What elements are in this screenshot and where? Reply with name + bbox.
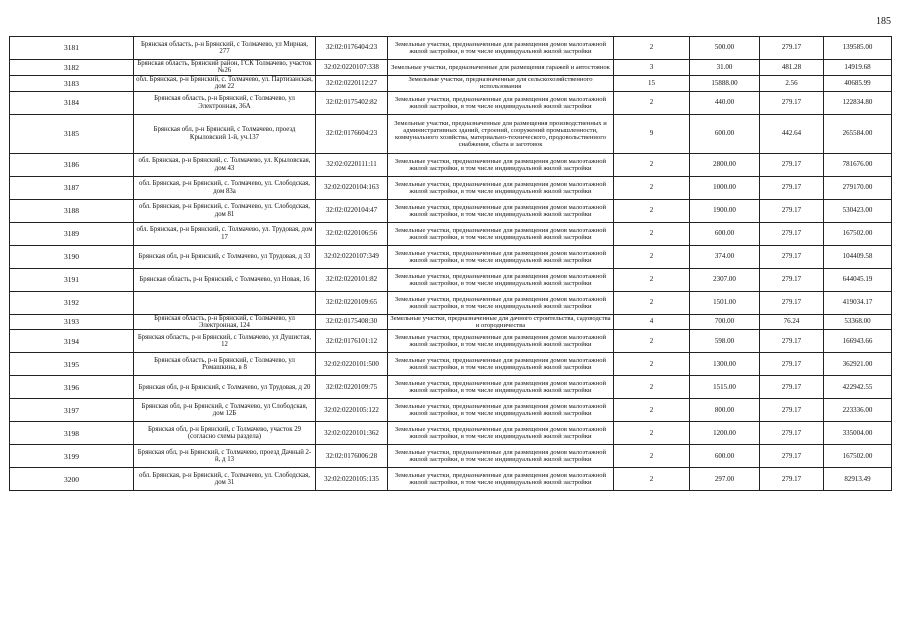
cadastral-value-cell: 167502.00 — [824, 445, 892, 468]
address-cell: Брянская область, р-н Брянский, с Толмачево, ул Мирная, 277 — [134, 37, 316, 60]
land-purpose-cell: Земельные участки, предназначенные для размещения домов малоэтажной жилой застройки, в том числе индивидуальной жилой застройки — [388, 245, 614, 268]
table-row — [10, 399, 892, 422]
table-row — [10, 75, 892, 91]
group-cell: 2 — [614, 199, 690, 222]
address-cell: Брянская обл, р-н Брянский, с Толмачево, проезд Дачный 2-й, д 13 — [134, 445, 316, 468]
rate-cell: 279.17 — [760, 468, 824, 491]
area-cell: 800.00 — [690, 399, 760, 422]
address-cell: Брянская обл, р-н Брянский, с Толмачево, ул Трудовая, д 20 — [134, 376, 316, 399]
table-row — [10, 291, 892, 314]
table-row — [10, 91, 892, 114]
cadastral-number-cell: 32:02:0220105:122 — [316, 399, 388, 422]
row-number-cell: 3195 — [10, 353, 134, 376]
land-purpose-cell: Земельные участки, предназначенные для дачного строительства, садоводства и огородничества — [388, 314, 614, 330]
address-cell: Брянская обл, р-н Брянский, с Толмачево, проезд Крыловский 1-й, уч.137 — [134, 114, 316, 153]
row-number-cell: 3198 — [10, 422, 134, 445]
rate-cell: 279.17 — [760, 353, 824, 376]
table-row — [10, 330, 892, 353]
row-number-cell: 3184 — [10, 91, 134, 114]
area-cell: 31.00 — [690, 60, 760, 76]
group-cell: 4 — [614, 314, 690, 330]
address-cell: обл. Брянская, р-н Брянский, с. Толмачево, ул. Трудовая, дом 17 — [134, 222, 316, 245]
area-cell: 1501.00 — [690, 291, 760, 314]
cadastral-number-cell: 32:02:0220111:11 — [316, 153, 388, 176]
address-cell: обл. Брянская, р-н Брянский, с. Толмачево, ул. Слободская, дом 31 — [134, 468, 316, 491]
land-purpose-cell: Земельные участки, предназначенные для сельскохозяйственного использования — [388, 75, 614, 91]
group-cell: 2 — [614, 330, 690, 353]
group-cell: 15 — [614, 75, 690, 91]
cadastral-value-cell: 166943.66 — [824, 330, 892, 353]
land-purpose-cell: Земельные участки, предназначенные для размещения гаражей и автостоянок — [388, 60, 614, 76]
land-purpose-cell: Земельные участки, предназначенные для размещения домов малоэтажной жилой застройки, в том числе индивидуальной жилой застройки — [388, 353, 614, 376]
row-number-cell: 3199 — [10, 445, 134, 468]
rate-cell: 76.24 — [760, 314, 824, 330]
cadastral-number-cell: 32:02:0220109:75 — [316, 376, 388, 399]
area-cell: 2800.00 — [690, 153, 760, 176]
area-cell: 297.00 — [690, 468, 760, 491]
group-cell: 2 — [614, 422, 690, 445]
rate-cell: 279.17 — [760, 399, 824, 422]
cadastral-value-cell: 223336.00 — [824, 399, 892, 422]
group-cell: 9 — [614, 114, 690, 153]
cadastral-number-cell: 32:02:0175408:30 — [316, 314, 388, 330]
cadastral-value-cell: 14919.68 — [824, 60, 892, 76]
table-row — [10, 114, 892, 153]
table-row — [10, 60, 892, 76]
address-cell: Брянская область, р-н Брянский, с Толмачево, ул Новая, 16 — [134, 268, 316, 291]
rate-cell: 442.64 — [760, 114, 824, 153]
cadastral-value-cell: 53368.00 — [824, 314, 892, 330]
row-number-cell: 3186 — [10, 153, 134, 176]
address-cell — [134, 291, 316, 314]
land-purpose-cell: Земельные участки, предназначенные для размещения домов малоэтажной жилой застройки, в том числе индивидуальной жилой застройки — [388, 376, 614, 399]
group-cell: 2 — [614, 353, 690, 376]
table-row — [10, 199, 892, 222]
address-cell: Брянская область, р-н Брянский, с Толмачево, ул Электронная, 36А — [134, 91, 316, 114]
row-number-cell: 3188 — [10, 199, 134, 222]
rate-cell: 279.17 — [760, 291, 824, 314]
page-number: 185 — [876, 16, 891, 27]
address-cell: Брянская область, Брянский район, ГСК Толмачево, участок №26 — [134, 60, 316, 76]
cadastral-number-cell: 32:02:0220112:27 — [316, 75, 388, 91]
cadastral-number-cell: 32:02:0220101:500 — [316, 353, 388, 376]
cadastral-number-cell: 32:02:0176101:12 — [316, 330, 388, 353]
area-cell: 600.00 — [690, 445, 760, 468]
cadastral-value-cell: 40685.99 — [824, 75, 892, 91]
cadastral-number-cell: 32:02:0220104:163 — [316, 176, 388, 199]
row-number-cell: 3185 — [10, 114, 134, 153]
cadastral-number-cell: 32:02:0220101:82 — [316, 268, 388, 291]
cadastral-number-cell: 32:02:0220107:349 — [316, 245, 388, 268]
row-number-cell: 3181 — [10, 37, 134, 60]
area-cell: 600.00 — [690, 222, 760, 245]
rate-cell: 279.17 — [760, 445, 824, 468]
address-cell: Брянская область, р-н Брянский, с Толмачево, ул Душистая, 12 — [134, 330, 316, 353]
land-purpose-cell: Земельные участки, предназначенные для размещения производственных и административных зданий, строений, сооружений промышленности, коммунального хозяйства, материально-технического, продовольственного снабжения, сбыта и заготовок — [388, 114, 614, 153]
cadastral-number-cell: 32:02:0220106:56 — [316, 222, 388, 245]
address-cell: Брянская область, р-н Брянский, с Толмачево, ул Электронная, 124 — [134, 314, 316, 330]
cadastral-number-cell: 32:02:0176006:28 — [316, 445, 388, 468]
land-purpose-cell: Земельные участки, предназначенные для размещения домов малоэтажной жилой застройки, в том числе индивидуальной жилой застройки — [388, 268, 614, 291]
cadastral-number-cell: 32:02:0220105:135 — [316, 468, 388, 491]
address-cell: обл. Брянская, р-н Брянский, с. Толмачево, ул. Партизанская, дом 22 — [134, 75, 316, 91]
area-cell: 1200.00 — [690, 422, 760, 445]
table-row — [10, 245, 892, 268]
table-row — [10, 468, 892, 491]
cadastral-value-cell: 265584.00 — [824, 114, 892, 153]
group-cell: 3 — [614, 60, 690, 76]
group-cell: 2 — [614, 445, 690, 468]
rate-cell: 279.17 — [760, 422, 824, 445]
land-purpose-cell: Земельные участки, предназначенные для размещения домов малоэтажной жилой застройки, в том числе индивидуальной жилой застройки — [388, 37, 614, 60]
cadastral-value-cell: 335004.00 — [824, 422, 892, 445]
rate-cell: 279.17 — [760, 153, 824, 176]
land-register-table — [9, 36, 892, 491]
table-row — [10, 445, 892, 468]
cadastral-number-cell: 32:02:0220109:65 — [316, 291, 388, 314]
land-purpose-cell: Земельные участки, предназначенные для размещения домов малоэтажной жилой застройки, в том числе индивидуальной жилой застройки — [388, 153, 614, 176]
area-cell: 700.00 — [690, 314, 760, 330]
group-cell: 2 — [614, 153, 690, 176]
address-cell: Брянская обл, р-н Брянский, с Толмачево, участок 29 (согласно схемы раздела) — [134, 422, 316, 445]
land-purpose-cell: Земельные участки, предназначенные для размещения домов малоэтажной жилой застройки, в том числе индивидуальной жилой застройки — [388, 291, 614, 314]
cadastral-value-cell: 362921.00 — [824, 353, 892, 376]
group-cell: 2 — [614, 222, 690, 245]
table-row — [10, 222, 892, 245]
table-row — [10, 422, 892, 445]
land-purpose-cell: Земельные участки, предназначенные для размещения домов малоэтажной жилой застройки, в том числе индивидуальной жилой застройки — [388, 399, 614, 422]
address-cell: обл. Брянская, р-н Брянский, с. Толмачево, ул. Крыловская, дом 43 — [134, 153, 316, 176]
group-cell: 2 — [614, 468, 690, 491]
land-purpose-cell: Земельные участки, предназначенные для размещения домов малоэтажной жилой застройки, в том числе индивидуальной жилой застройки — [388, 422, 614, 445]
rate-cell: 279.17 — [760, 91, 824, 114]
rate-cell: 279.17 — [760, 222, 824, 245]
table-row — [10, 353, 892, 376]
cadastral-value-cell: 167502.00 — [824, 222, 892, 245]
row-number-cell: 3194 — [10, 330, 134, 353]
area-cell: 15888.00 — [690, 75, 760, 91]
table-body — [10, 37, 892, 491]
group-cell: 2 — [614, 268, 690, 291]
row-number-cell: 3191 — [10, 268, 134, 291]
area-cell: 1000.00 — [690, 176, 760, 199]
rate-cell: 279.17 — [760, 376, 824, 399]
table-row — [10, 176, 892, 199]
area-cell: 2307.00 — [690, 268, 760, 291]
table-row — [10, 314, 892, 330]
group-cell: 2 — [614, 291, 690, 314]
area-cell: 1900.00 — [690, 199, 760, 222]
row-number-cell: 3187 — [10, 176, 134, 199]
rate-cell: 2.56 — [760, 75, 824, 91]
area-cell: 1300.00 — [690, 353, 760, 376]
table-row — [10, 376, 892, 399]
cadastral-value-cell: 104409.58 — [824, 245, 892, 268]
rate-cell: 279.17 — [760, 199, 824, 222]
cadastral-value-cell: 279170.00 — [824, 176, 892, 199]
area-cell: 598.00 — [690, 330, 760, 353]
group-cell: 2 — [614, 376, 690, 399]
address-cell: обл. Брянская, р-н Брянский, с. Толмачево, ул. Слободская, дом 81 — [134, 199, 316, 222]
address-cell: обл. Брянская, р-н Брянский, с. Толмачево, ул. Слободская, дом 83а — [134, 176, 316, 199]
land-purpose-cell: Земельные участки, предназначенные для размещения домов малоэтажной жилой застройки, в том числе индивидуальной жилой застройки — [388, 91, 614, 114]
row-number-cell: 3193 — [10, 314, 134, 330]
land-purpose-cell: Земельные участки, предназначенные для размещения домов малоэтажной жилой застройки, в том числе индивидуальной жилой застройки — [388, 468, 614, 491]
address-cell: Брянская обл, р-н Брянский, с Толмачево, ул Трудовая, д 33 — [134, 245, 316, 268]
land-purpose-cell: Земельные участки, предназначенные для размещения домов малоэтажной жилой застройки, в том числе индивидуальной жилой застройки — [388, 199, 614, 222]
group-cell: 2 — [614, 399, 690, 422]
cadastral-number-cell: 32:02:0175402:82 — [316, 91, 388, 114]
rate-cell: 279.17 — [760, 268, 824, 291]
row-number-cell: 3197 — [10, 399, 134, 422]
address-cell: Брянская обл, р-н Брянский, с Толмачево, ул Слободская, дом 12Б — [134, 399, 316, 422]
cadastral-value-cell: 781676.00 — [824, 153, 892, 176]
cadastral-value-cell: 419034.17 — [824, 291, 892, 314]
area-cell: 500.00 — [690, 37, 760, 60]
land-purpose-cell: Земельные участки, предназначенные для размещения домов малоэтажной жилой застройки, в том числе индивидуальной жилой застройки — [388, 222, 614, 245]
cadastral-value-cell: 422942.55 — [824, 376, 892, 399]
cadastral-value-cell: 139585.00 — [824, 37, 892, 60]
land-purpose-cell: Земельные участки, предназначенные для размещения домов малоэтажной жилой застройки, в том числе индивидуальной жилой застройки — [388, 330, 614, 353]
group-cell: 2 — [614, 176, 690, 199]
land-purpose-cell: Земельные участки, предназначенные для размещения домов малоэтажной жилой застройки, в том числе индивидуальной жилой застройки — [388, 176, 614, 199]
address-cell: Брянская область, р-н Брянский, с Толмачево, ул Ромашкина, в 8 — [134, 353, 316, 376]
land-purpose-cell: Земельные участки, предназначенные для размещения домов малоэтажной жилой застройки, в том числе индивидуальной жилой застройки — [388, 445, 614, 468]
table-row — [10, 153, 892, 176]
row-number-cell: 3182 — [10, 60, 134, 76]
table-row — [10, 37, 892, 60]
group-cell: 2 — [614, 91, 690, 114]
area-cell: 440.00 — [690, 91, 760, 114]
row-number-cell: 3192 — [10, 291, 134, 314]
row-number-cell: 3190 — [10, 245, 134, 268]
cadastral-number-cell: 32:02:0220104:47 — [316, 199, 388, 222]
cadastral-value-cell: 644045.19 — [824, 268, 892, 291]
row-number-cell: 3189 — [10, 222, 134, 245]
group-cell: 2 — [614, 245, 690, 268]
row-number-cell: 3200 — [10, 468, 134, 491]
cadastral-value-cell: 530423.00 — [824, 199, 892, 222]
area-cell: 374.00 — [690, 245, 760, 268]
area-cell: 600.00 — [690, 114, 760, 153]
cadastral-value-cell: 82913.49 — [824, 468, 892, 491]
rate-cell: 279.17 — [760, 245, 824, 268]
table-row — [10, 268, 892, 291]
cadastral-number-cell: 32:02:0220101:362 — [316, 422, 388, 445]
row-number-cell: 3196 — [10, 376, 134, 399]
cadastral-value-cell: 122834.80 — [824, 91, 892, 114]
cadastral-number-cell: 32:02:0176404:23 — [316, 37, 388, 60]
group-cell: 2 — [614, 37, 690, 60]
rate-cell: 481.28 — [760, 60, 824, 76]
area-cell: 1515.00 — [690, 376, 760, 399]
row-number-cell: 3183 — [10, 75, 134, 91]
cadastral-number-cell: 32:02:0220107:338 — [316, 60, 388, 76]
rate-cell: 279.17 — [760, 176, 824, 199]
cadastral-number-cell: 32:02:0176604:23 — [316, 114, 388, 153]
rate-cell: 279.17 — [760, 330, 824, 353]
rate-cell: 279.17 — [760, 37, 824, 60]
